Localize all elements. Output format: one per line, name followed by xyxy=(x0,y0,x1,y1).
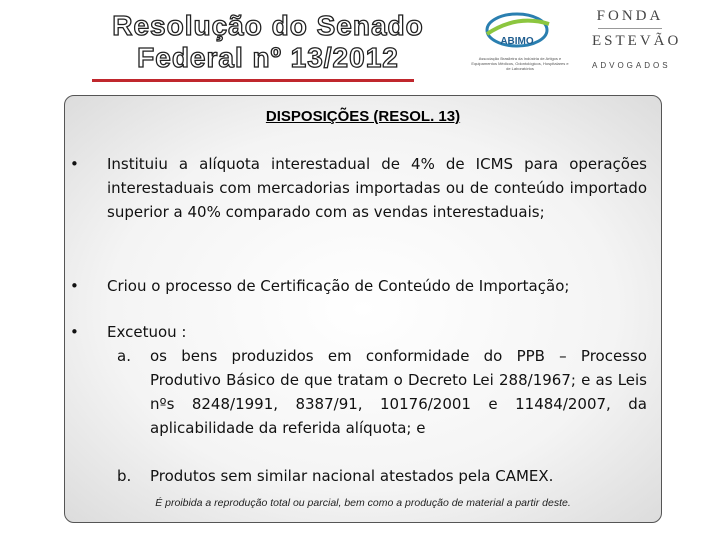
firm-name-line-1: FONDA xyxy=(596,8,664,24)
abimo-tagline: Associação Brasileira da Indústria de Artigos e Equipamentos Médicos, Odontológicos, Hospitalares e de Laboratórios xyxy=(471,56,569,71)
bullet-item-1: Instituiu a alíquota interestadual de 4% de ICMS para operações interestaduais com mercadorias importadas ou de conteúdo importado superior a 40% comparado com as vendas interestaduais; xyxy=(107,155,647,221)
abimo-logo-text: ABIMO xyxy=(500,36,534,47)
bullet-marker: • xyxy=(70,323,79,341)
firm-logo-rule xyxy=(598,28,662,29)
firm-name-line-2: ESTEVÃO xyxy=(592,33,682,49)
page-title xyxy=(88,10,448,74)
bullet-marker: • xyxy=(70,277,79,295)
section-heading: DISPOSIÇÕES (RESOL. 13) xyxy=(265,108,461,125)
abimo-logo-swoosh xyxy=(487,21,549,34)
page-title-line-2: Federal nº 13/2012 xyxy=(137,42,399,73)
sub-item-letter: a. xyxy=(117,347,131,365)
sub-item-text: Produtos sem similar nacional atestados pela CAMEX. xyxy=(150,467,554,485)
page-title-line-1: Resolução do Senado xyxy=(112,10,424,41)
bullet-item-2: Criou o processo de Certificação de Conteúdo de Importação; xyxy=(107,277,570,295)
copyright-note: É proibida a reprodução total ou parcial, bem como a produção de material a partir deste. xyxy=(155,497,571,509)
bullet-marker: • xyxy=(70,155,79,173)
title-underline xyxy=(92,79,414,82)
firm-name-line-3: ADVOGADOS xyxy=(592,61,671,70)
bullet-item-3: Excetuou : xyxy=(107,323,187,341)
sub-item-letter: b. xyxy=(117,467,132,485)
firm-logo xyxy=(592,6,682,70)
sub-item-text: os bens produzidos em conformidade do PPB – Processo Produtivo Básico de que tratam o Decreto Lei 288/1967; e as Leis nºs 8248/1991, 8387/91, 10176/2001 e 11484/2007, da aplicabilidade da referida alíquota; e xyxy=(150,347,647,437)
